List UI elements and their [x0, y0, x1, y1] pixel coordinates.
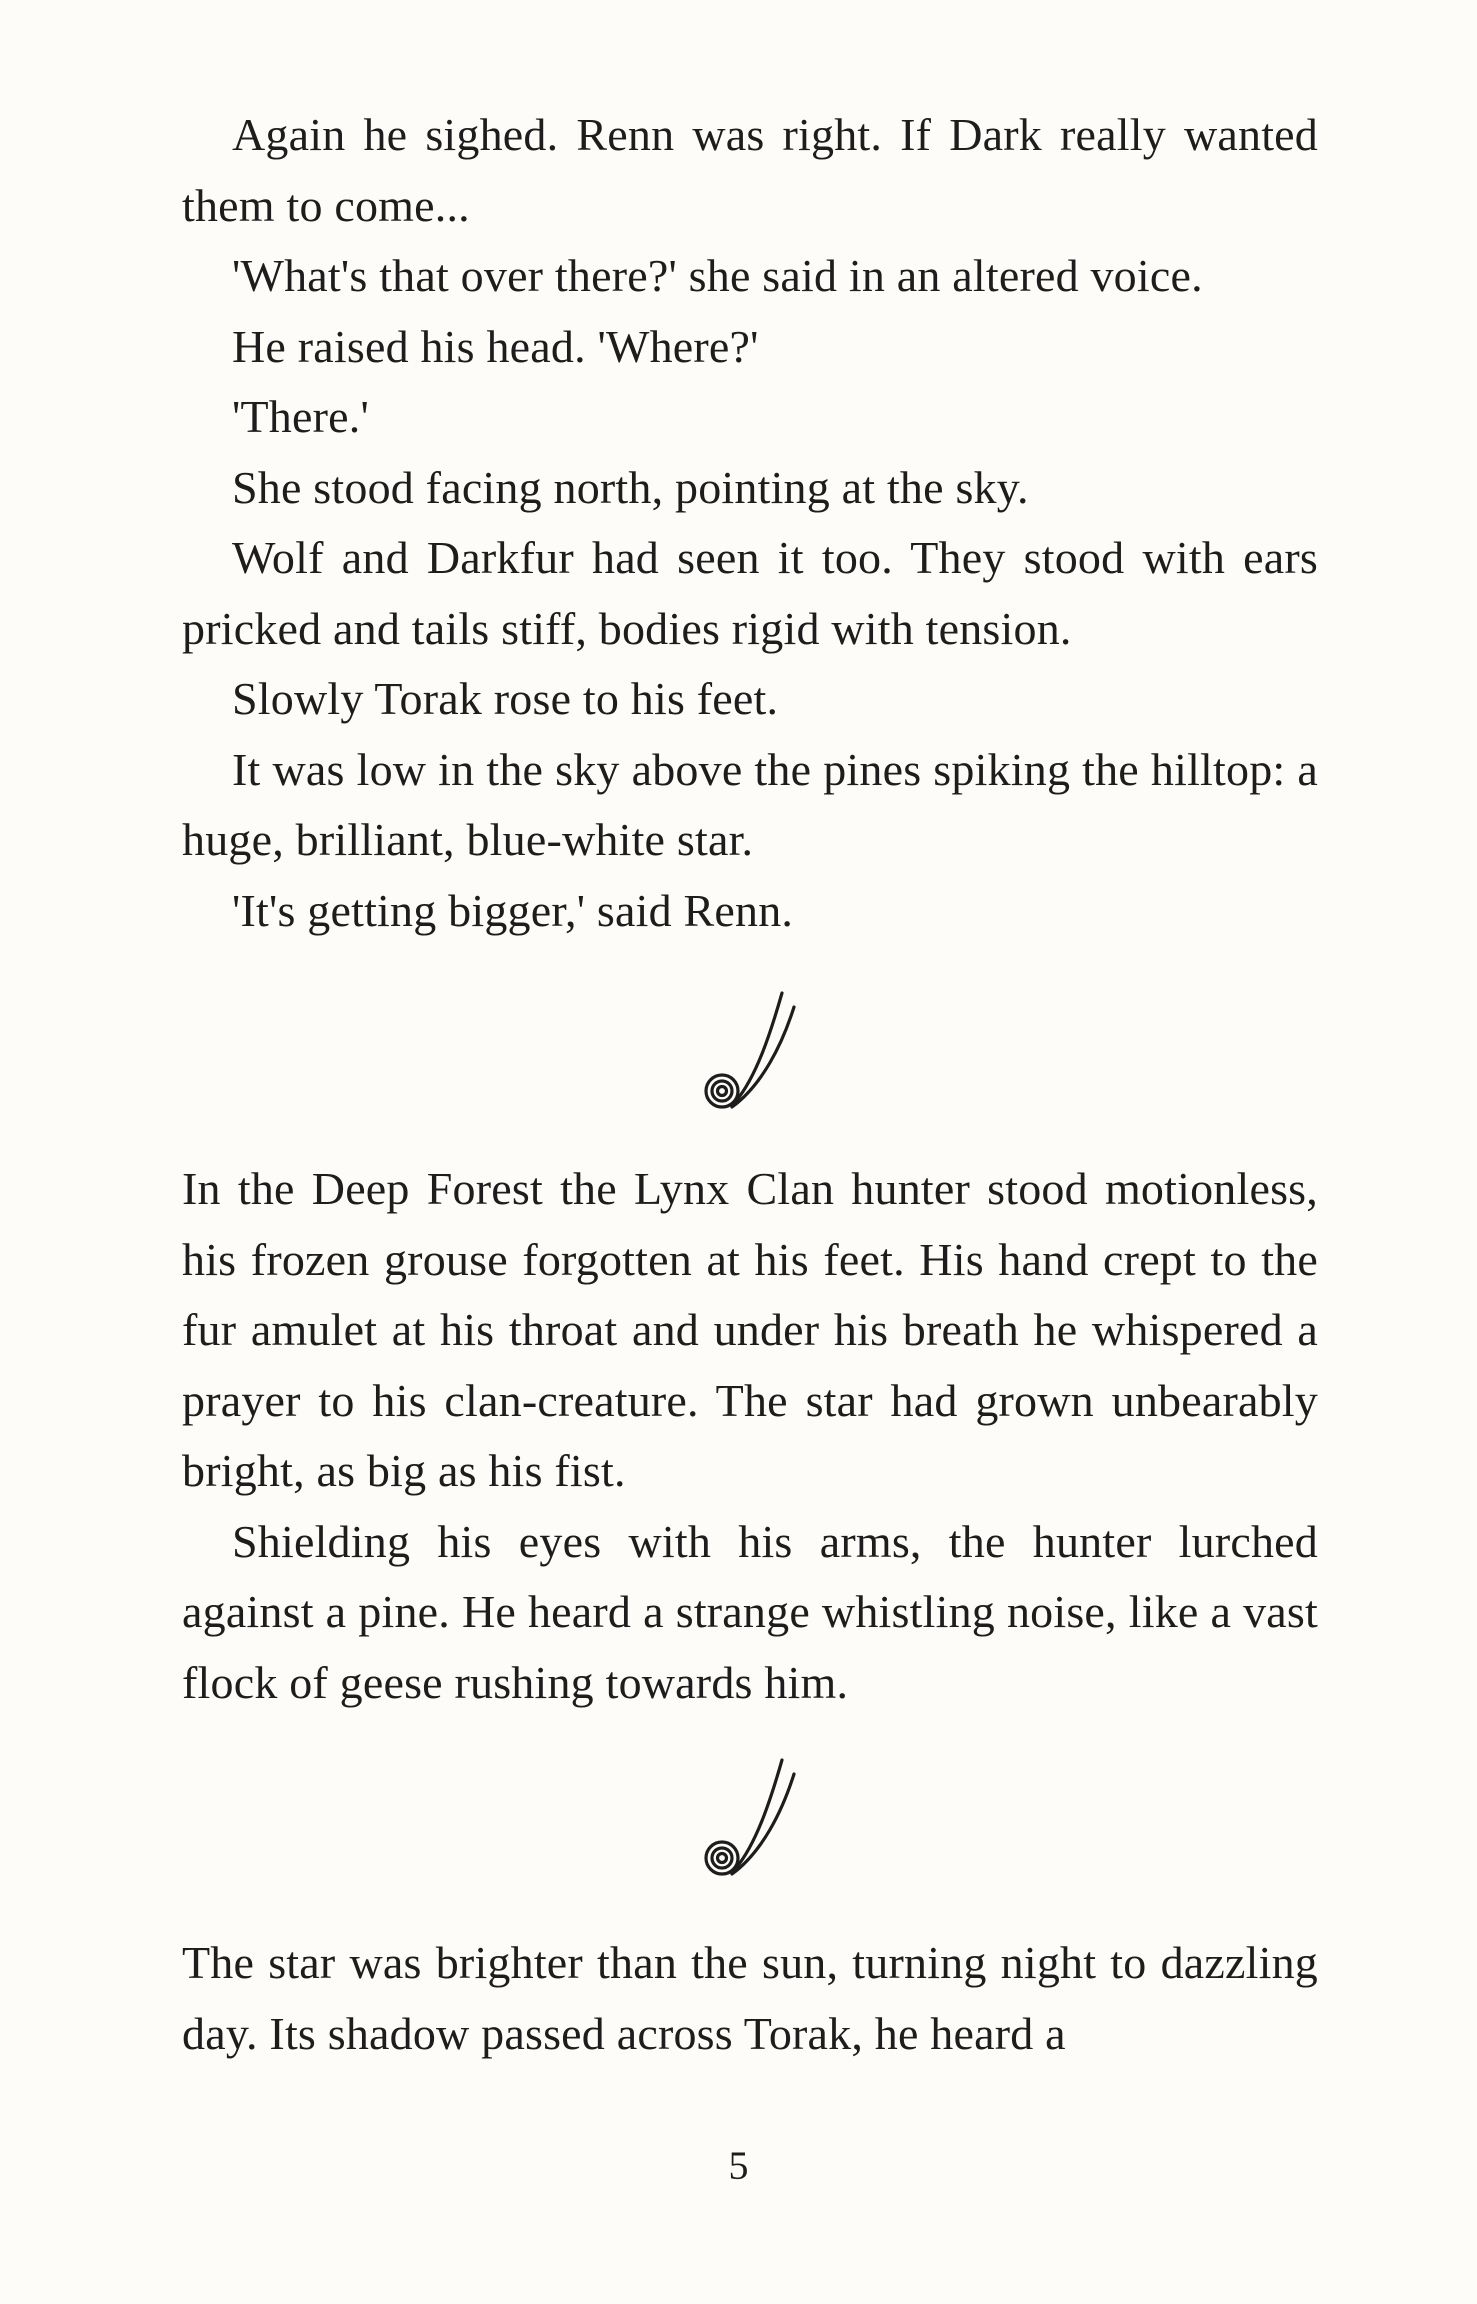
- paragraph: 'There.': [232, 391, 369, 442]
- text-block-3: [182, 1928, 1318, 2069]
- paragraph: Again he sighed. Renn was right. If Dark really wanted them to come...: [182, 109, 1318, 231]
- comet-spiral-icon: [690, 985, 810, 1125]
- paragraph: He raised his head. 'Where?': [232, 320, 759, 372]
- paragraph: It was low in the sky above the pines spiking the hilltop: a huge, brilliant, blue-white star.: [182, 743, 1318, 865]
- paragraph: 'It's getting bigger,' said Renn.: [232, 884, 794, 936]
- paragraph: The star was brighter than the sun, turning night to dazzling day. Its shadow passed across Torak, he heard a: [182, 1937, 1318, 2059]
- page-number: 5: [728, 2143, 749, 2188]
- paragraph: She stood facing north, pointing at the sky.: [232, 461, 1029, 513]
- paragraph: Wolf and Darkfur had seen it too. They stood with ears pricked and tails stiff, bodies rigid with tension.: [182, 532, 1318, 654]
- paragraph: 'What's that over there?' she said in an altered voice.: [232, 250, 1203, 301]
- paragraph: In the Deep Forest the Lynx Clan hunter stood motionless, his frozen grouse forgotten at his feet. His hand crept to the fur amulet at his throat and under his breath he whispered a prayer to his clan-creature. The star had grown unbearably bright, as big as his fist.: [182, 1163, 1318, 1496]
- paragraph: Shielding his eyes with his arms, the hunter lurched against a pine. He heard a strange whistling noise, like a vast flock of geese rushing towards him.: [182, 1515, 1318, 1708]
- comet-spiral-icon: [690, 1752, 810, 1892]
- text-block-2: [182, 1154, 1318, 1718]
- text-block-1: [182, 100, 1318, 946]
- paragraph: Slowly Torak rose to his feet.: [232, 673, 779, 724]
